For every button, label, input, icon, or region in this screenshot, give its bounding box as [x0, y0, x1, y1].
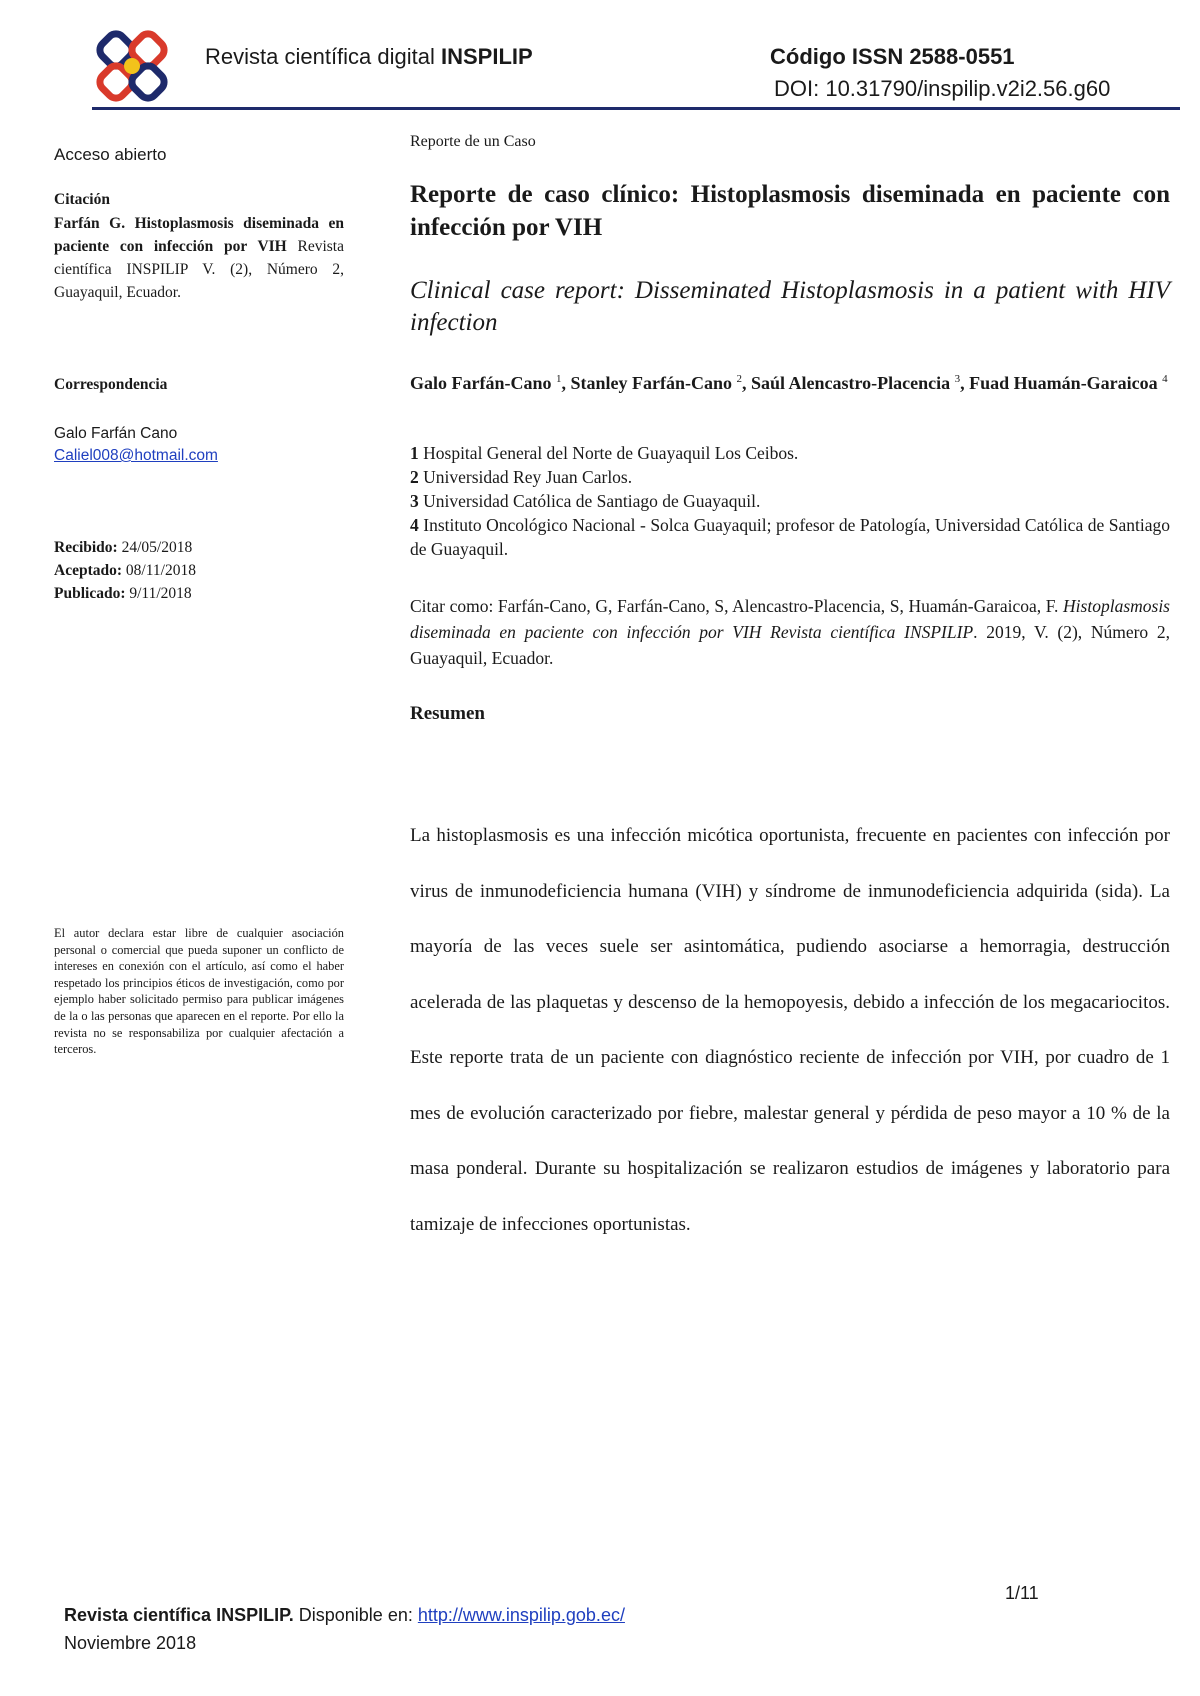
footer-journal-name: Revista científica INSPILIP. — [64, 1605, 294, 1625]
article-title-spanish: Reporte de caso clínico: Histoplasmosis diseminada en paciente con infección por VIH — [410, 181, 1170, 241]
received-value: 24/05/2018 — [117, 539, 193, 556]
received-label: Recibido: — [54, 539, 118, 556]
affiliation-item — [410, 489, 1170, 513]
abstract-heading: Resumen — [410, 703, 485, 724]
issn-code: Código ISSN 2588-0551 — [770, 44, 1015, 69]
affiliation-number: 1 — [410, 443, 419, 463]
author-affiliation-mark: 2 — [736, 373, 742, 385]
abstract-body: La histoplasmosis es una infección micótica oportunista, frecuente en pacientes con infección por virus de inmunodeficiencia humana (VIH) y síndrome de inmunodeficiencia adquirida (sida). La mayoría de las veces suele ser asintomática, pudiendo asociarse a hemorragia, destrucción acelerada de las plaquetas y descenso de la hemopoyesis, debido a infección de los megacariocitos. Este reporte trata de un paciente con diagnóstico reciente de infección por VIH, por cuadro de 1 mes de evolución caracterizado por fiebre, malestar general y pérdida de peso mayor a 10 % de la masa ponderal. Durante su hospitalización se realizaron estudios de imágenes y laboratorio para tamizaje de infecciones oportunistas. — [410, 825, 1170, 1235]
dates-block — [54, 536, 344, 605]
affiliation-item — [410, 441, 1170, 465]
footer-date: Noviembre 2018 — [64, 1633, 197, 1653]
author-1 — [410, 373, 562, 393]
published-date — [54, 582, 344, 605]
affiliation-number: 3 — [410, 491, 419, 511]
published-value: 9/11/2018 — [125, 585, 192, 602]
correspondence-name: Galo Farfán Cano — [54, 425, 178, 442]
affiliation-item — [410, 465, 1170, 489]
author-name: Fuad Huamán-Garaicoa — [969, 373, 1158, 393]
affiliation-text: Universidad Rey Juan Carlos. — [423, 467, 633, 487]
page-number: 1/11 — [1005, 1583, 1039, 1603]
received-date — [54, 536, 344, 559]
citation-text — [54, 212, 344, 304]
published-label: Publicado: — [54, 585, 126, 602]
author-list: Galo Farfán-Cano $^1$, Stanley Farfán-Cano $^2$, Saúl Alencastro-Placencia $^3$, Fuad Huamán-Garaicoa $^4$ — [410, 373, 1168, 393]
accepted-value: 08/11/2018 — [122, 562, 196, 579]
journal-name: INSPILIP — [441, 44, 533, 69]
author-name: Galo Farfán-Cano — [410, 373, 552, 393]
affiliation-text: Instituto Oncológico Nacional - Solca Guayaquil; profesor de Patología, Universidad Católica de Santiago de Guayaquil. — [410, 515, 1171, 559]
cite-as — [410, 593, 1170, 671]
accepted-label: Aceptado: — [54, 562, 123, 579]
journal-title — [205, 44, 533, 70]
cite-suffix: . 2019, V. (2), Número 2, Guayaquil, Ecuador. — [410, 622, 1170, 668]
author-4 — [969, 373, 1168, 393]
cite-italic: Histoplasmosis diseminada en paciente con infección por VIH Revista científica INSPILIP — [410, 596, 1170, 642]
footer-website-link[interactable]: http://www.inspilip.gob.ec/ — [417, 1605, 625, 1625]
citation-bold: Farfán G. Histoplasmosis diseminada en paciente con infección por VIH — [54, 215, 344, 255]
author-2 — [571, 373, 743, 393]
affiliation-number: 4 — [410, 515, 419, 535]
inspilip-logo-icon — [92, 26, 172, 106]
author-3 — [751, 373, 960, 393]
author-name: Stanley Farfán-Cano — [570, 373, 732, 393]
article-title-english: Clinical case report: Disseminated Histoplasmosis in a patient with HIV infection — [410, 277, 1170, 336]
footer-journal-line — [64, 1605, 625, 1626]
correspondence-heading: Correspondencia — [54, 376, 168, 393]
author-affiliation-mark: 1 — [556, 373, 562, 385]
open-access-label: Acceso abierto — [54, 145, 167, 164]
citation-rest: Revista científica INSPILIP V. (2), Número 2, Guayaquil, Ecuador. — [54, 238, 344, 301]
affiliation-text: Hospital General del Norte de Guayaquil Los Ceibos. — [423, 443, 799, 463]
accepted-date — [54, 559, 344, 582]
header-divider — [92, 107, 1180, 110]
affiliation-item — [410, 513, 1170, 561]
doi: DOI: 10.31790/inspilip.v2i2.56.g60 — [774, 76, 1111, 101]
correspondence-email-link[interactable]: Caliel008@hotmail.com — [54, 447, 218, 464]
author-affiliation-mark: 4 — [1162, 373, 1168, 385]
journal-prefix: Revista científica digital — [205, 44, 441, 69]
author-name: Saúl Alencastro-Placencia — [751, 373, 951, 393]
author-affiliation-mark: 3 — [954, 373, 961, 385]
section-label: Reporte de un Caso — [410, 133, 536, 150]
affiliation-number: 2 — [410, 467, 419, 487]
affiliation-list — [410, 441, 1170, 561]
footer-available-label: Disponible en: — [293, 1605, 418, 1625]
affiliation-text: Universidad Católica de Santiago de Guayaquil. — [423, 491, 761, 511]
conflict-of-interest-note: El autor declara estar libre de cualquier asociación personal o comercial que pueda suponer un conflicto de intereses en conexión con el artículo, así como el haber respetado los principios éticos de investigación, como por ejemplo haber solicitado permiso para publicar imágenes de la o las personas que aparecen en el reporte. Por ello la revista no se responsabiliza por cualquier afectación a terceros. — [54, 926, 344, 1057]
cite-prefix: Citar como: Farfán-Cano, G, Farfán-Cano, S, Alencastro-Placencia, S, Huamán-Garaicoa, F. — [410, 596, 1064, 616]
citation-heading: Citación — [54, 191, 110, 208]
